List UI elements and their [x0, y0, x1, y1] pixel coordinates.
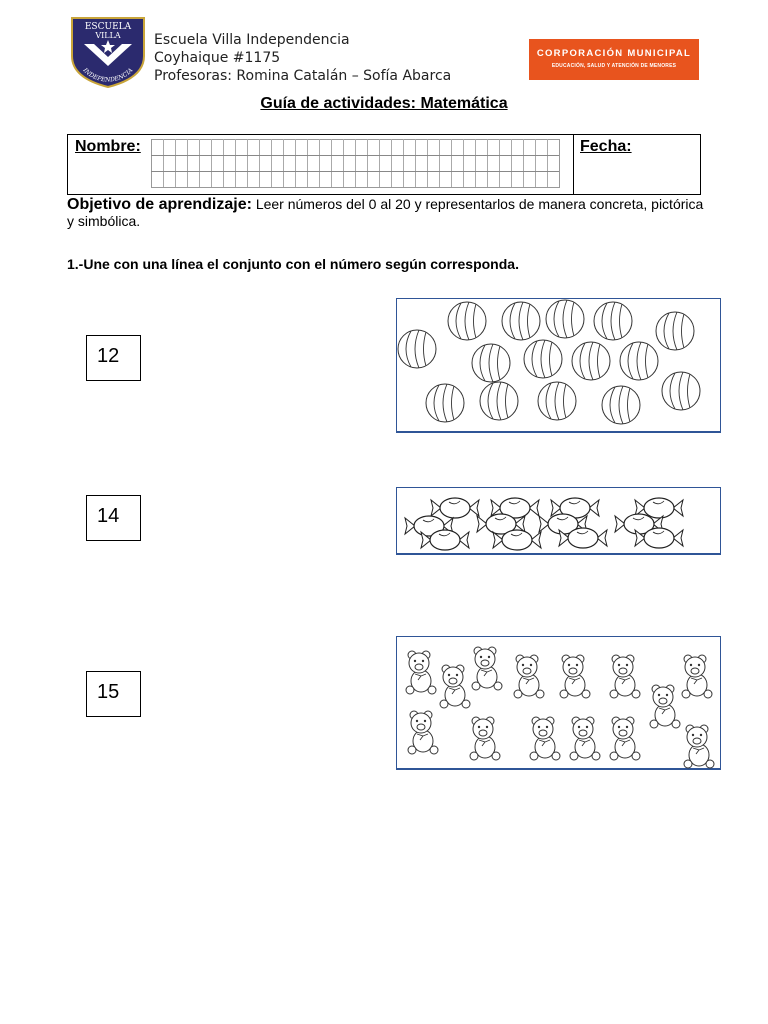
beach-ball-icon	[480, 382, 518, 420]
teddy-bear-icon	[472, 647, 502, 690]
beach-ball-icon	[546, 300, 584, 338]
teddy-bear-icon	[570, 717, 600, 760]
beach-ball-icon	[448, 302, 486, 340]
name-date-table	[67, 134, 701, 195]
teddy-bear-icon	[440, 665, 470, 708]
teddy-bear-icon-group	[397, 637, 722, 771]
beach-ball-icon	[472, 344, 510, 382]
teachers-line: Profesoras: Romina Catalán – Sofía Abarca	[154, 68, 452, 84]
page-title: Guía de actividades: Matemática	[260, 95, 508, 112]
objective-text: Leer números del 0 al 20 y representarlos de manera concreta, pictórica y simbólica.	[67, 196, 704, 229]
name-writing-grid[interactable]	[151, 139, 561, 194]
teddy-bear-icon	[530, 717, 560, 760]
school-logo	[70, 16, 146, 88]
beach-ball-icon	[620, 342, 658, 380]
corporation-logo	[529, 39, 699, 80]
svg-text:ESCUELA: ESCUELA	[84, 22, 132, 32]
set-beach-balls[interactable]	[396, 298, 721, 433]
teddy-bear-icon	[684, 725, 714, 768]
school-address: Coyhaique #1175	[154, 50, 281, 66]
teddy-bear-icon	[470, 717, 500, 760]
table-divider	[573, 135, 574, 194]
teddy-bear-icon	[610, 655, 640, 698]
candy-icon	[431, 498, 479, 518]
beach-ball-icon	[538, 382, 576, 420]
beach-ball-icon	[594, 302, 632, 340]
number-box-12[interactable]: 12	[86, 335, 141, 381]
beach-ball-icon	[572, 342, 610, 380]
teddy-bear-icon	[560, 655, 590, 698]
svg-text:VILLA: VILLA	[95, 31, 121, 40]
teddy-bear-icon	[408, 711, 438, 754]
beach-ball-icon	[502, 302, 540, 340]
objective-heading: Objetivo de aprendizaje:	[67, 196, 252, 213]
number-box-15[interactable]: 15	[86, 671, 141, 717]
beach-ball-icon	[524, 340, 562, 378]
teddy-bear-icon	[514, 655, 544, 698]
date-label: Fecha:	[580, 138, 632, 155]
set-teddy-bears[interactable]	[396, 636, 721, 770]
exercise-instruction: 1.-Une con una línea el conjunto con el número según corresponda.	[67, 256, 519, 272]
set-candies[interactable]	[396, 487, 721, 555]
school-name: Escuela Villa Independencia	[154, 32, 350, 48]
beach-ball-icon	[602, 386, 640, 424]
corp-title: CORPORACIÓN MUNICIPAL	[536, 48, 692, 59]
number-box-14[interactable]: 14	[86, 495, 141, 541]
beach-ball-icon	[426, 384, 464, 422]
beach-ball-icon-group	[397, 299, 722, 434]
candy-icon-group	[397, 488, 722, 556]
teddy-bear-icon	[610, 717, 640, 760]
svg-text:INDEPENDENCIA: INDEPENDENCIA	[81, 66, 135, 84]
beach-ball-icon	[662, 372, 700, 410]
teddy-bear-icon	[406, 651, 436, 694]
learning-objective	[67, 196, 707, 230]
beach-ball-icon	[398, 330, 436, 368]
name-label: Nombre:	[75, 138, 141, 155]
corp-subtitle: EDUCACIÓN, SALUD Y ATENCIÓN DE MENORES	[551, 63, 677, 69]
beach-ball-icon	[656, 312, 694, 350]
teddy-bear-icon	[650, 685, 680, 728]
teddy-bear-icon	[682, 655, 712, 698]
